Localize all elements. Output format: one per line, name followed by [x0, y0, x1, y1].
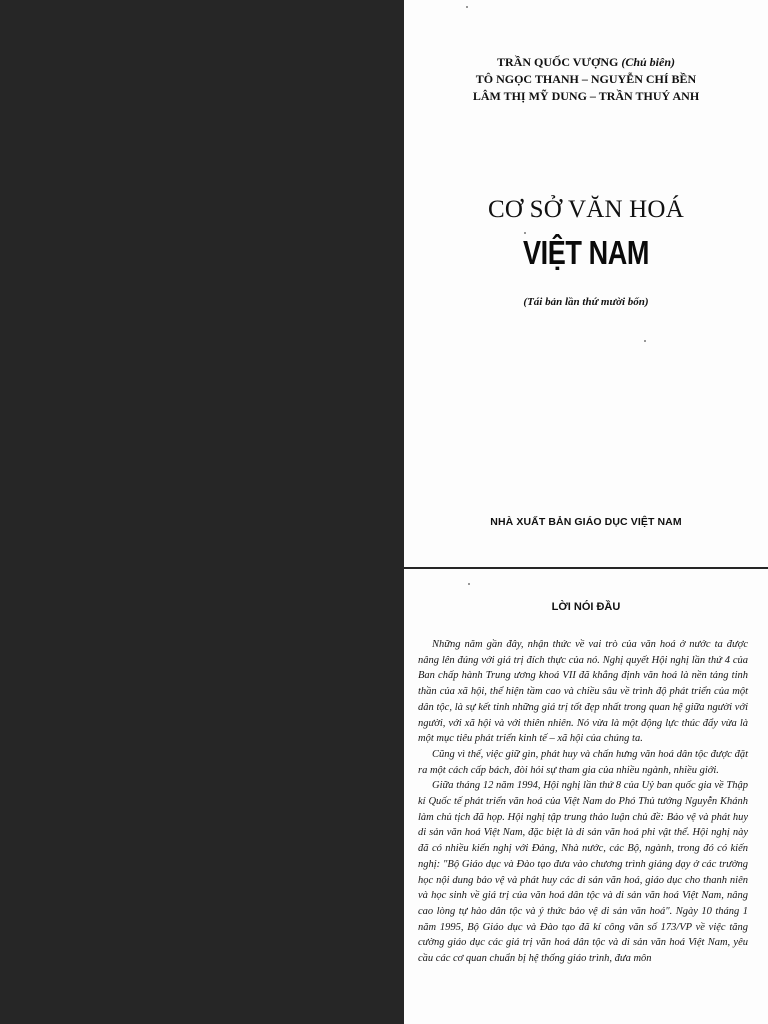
preface-body [418, 637, 748, 967]
author-line-2: TÔ NGỌC THANH – NGUYỄN CHÍ BỀN [475, 72, 697, 86]
preface-heading: LỜI NÓI ĐẦU [551, 601, 621, 613]
publisher-name: NHÀ XUẤT BẢN GIÁO DỤC VIỆT NAM [490, 516, 682, 528]
preface-paragraph: Những năm gần đây, nhận thức về vai trò của văn hoá ở nước ta được nâng lên đúng với giá trị đích thực của nó. Nghị quyết Hội nghị lần thứ 4 của Ban chấp hành Trung ương khoá VII đã khẳng định văn hoá là nền tảng tinh thần của xã hội, thể hiện tầm cao và chiều sâu về trình độ phát triển của một dân tộc, là sự kết tinh những giá trị tốt đẹp nhất trong quan hệ giữa người với người, với xã hội và với thiên nhiên. Nó vừa là một động lực thúc đẩy vừa là một mục tiêu phát triển kinh tế – xã hội của chúng ta. [418, 639, 748, 745]
scan-speck [466, 6, 468, 8]
scan-speck [468, 583, 470, 585]
preface-page [404, 569, 768, 1024]
scan-speck [524, 232, 526, 234]
book-title-line-2: VIỆT NAM [522, 234, 649, 271]
author-line-3: LÂM THỊ MỸ DUNG – TRẦN THUÝ ANH [472, 89, 700, 103]
author-list [404, 54, 768, 105]
title-page [404, 0, 768, 567]
author-line-1: TRẦN QUỐC VƯỢNG (Chủ biên) [496, 55, 676, 69]
editor-role: (Chủ biên) [621, 55, 676, 69]
preface-paragraph: Giữa tháng 12 năm 1994, Hội nghị lần thứ 8 của Uỷ ban quốc gia về Thập kỉ Quốc tế phát triển văn hoá của Việt Nam do Phó Thủ tướng Nguyễn Khánh làm chủ tịch đã họp. Hội nghị tập trung thảo luận chủ đề: Bảo vệ và phát huy di sản văn hoá Việt Nam, đặc biệt là di sản văn hoá phi vật thể. Hội nghị này đã có nhiều kiến nghị với Đảng, Nhà nước, các Bộ, ngành, trong đó có kiến nghị: "Bộ Giáo dục và Đào tạo đưa vào chương trình giảng dạy ở các trường học nội dung bảo vệ và phát huy các di sản văn hoá, giáo dục cho thanh niên và học sinh về giá trị của văn hoá dân tộc và di sản văn hoá Việt Nam, nâng cao lòng tự hào dân tộc và ý thức bảo vệ di sản văn hoá". Ngày 10 tháng 1 năm 1995, Bộ Giáo dục và Đào tạo đã kí công văn số 173/VP về việc tăng cường giáo dục các giá trị văn hoá dân tộc và di sản văn hoá Việt Nam, yêu cầu các cơ quan chuẩn bị hệ thống giáo trình, đưa môn [418, 780, 748, 965]
book-title-line-1: CƠ SỞ VĂN HOÁ [488, 196, 684, 223]
scan-speck [644, 340, 646, 342]
edition-note: (Tái bản lần thứ mười bốn) [523, 296, 649, 308]
preface-paragraph: Cũng vì thế, việc giữ gìn, phát huy và chấn hưng văn hoá dân tộc được đặt ra một cách cấp bách, đòi hỏi sự tham gia của nhiều ngành, nhiều giới. [418, 748, 748, 776]
